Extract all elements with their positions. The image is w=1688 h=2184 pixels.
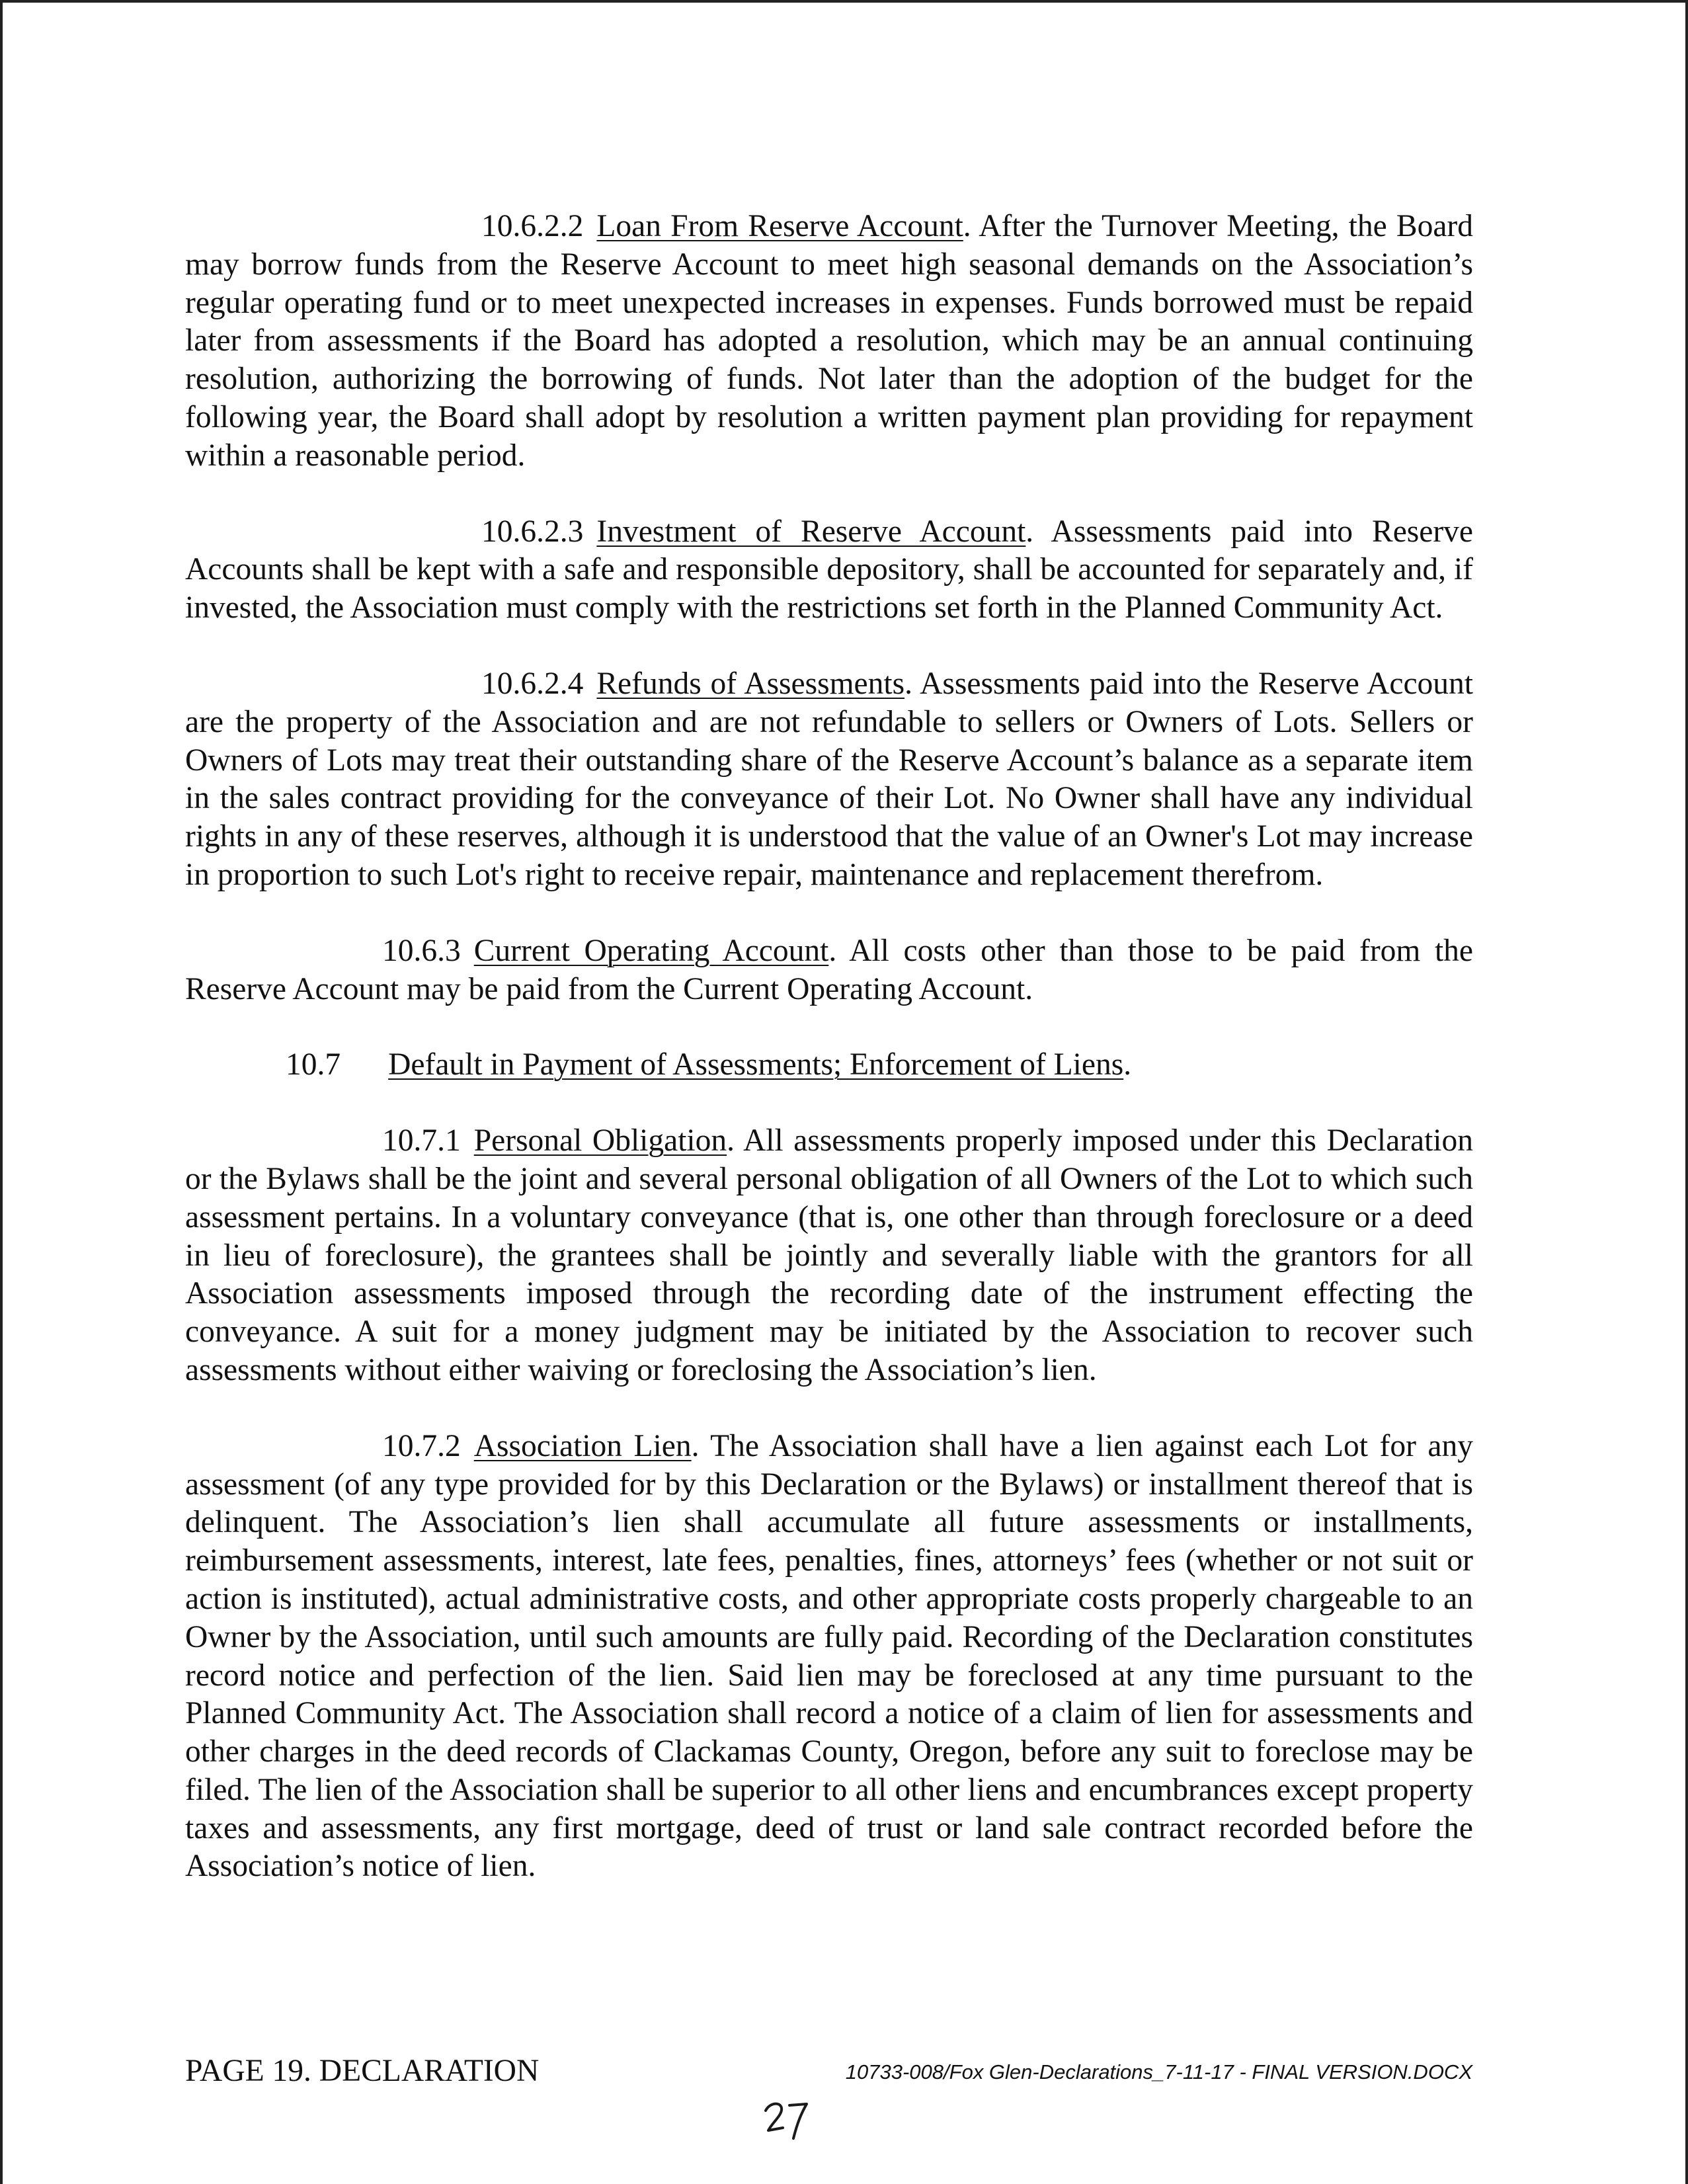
section-number: 10.7.2 (382, 1428, 461, 1463)
document-body (185, 208, 1473, 1923)
section-text: . Assessments paid into the Reserve Account are the property of the Association and are not refundable to sellers or Owners of Lots. Sellers or Owners of Lots may treat their outstanding share of the Reserve Account’s balance as a separate item in the sales contract providing for the conveyance of their Lot. No Owner shall have any individual rights in any of these reserves, although it is understood that the value of an Owner's Lot may increase in proportion to such Lot's right to receive repair, maintenance and replacement therefrom. (185, 666, 1473, 892)
section-10-7-2 (185, 1428, 1473, 1886)
section-number: 10.6.3 (382, 933, 461, 968)
section-number: 10.6.2.4 (481, 666, 584, 701)
page-border-top (0, 0, 1688, 3)
footer-file-reference: 10733-008/Fox Glen-Declarations_7-11-17 - FINAL VERSION.DOCX (845, 2060, 1472, 2083)
section-text: . After the Turnover Meeting, the Board may borrow funds from the Reserve Account to meet high seasonal demands on the Association’s regular operating fund or to meet unexpected increases in expenses. Funds borrowed must be repaid later from assessments if the Board has adopted a resolution, which may be an annual continuing resolution, authorizing the borrowing of funds. Not later than the adoption of the budget for the following year, the Board shall adopt by resolution a written payment plan providing for repayment within a reasonable period. (185, 209, 1473, 473)
section-title: Association Lien (473, 1428, 692, 1463)
section-text: . The Association shall have a lien against each Lot for any assessment (of any type provided for by this Declaration or the Bylaws) or installment thereof that is delinquent. The Association’s lien shall accumulate all future assessments or installments, reimbursement assessments, interest, late fees, penalties, fines, attorneys’ fees (whether or not suit or action is instituted), actual administrative costs, and other appropriate costs properly chargeable to an Owner by the Association, until such amounts are fully paid. Recording of the Declaration constitutes record notice and perfection of the lien. Said lien may be foreclosed at any time pursuant to the Planned Community Act. The Association shall record a notice of a claim of lien for assessments and other charges in the deed records of Clackamas County, Oregon, before any suit to foreclose may be filed. The lien of the Association shall be superior to all other liens and encumbrances except property taxes and assessments, any first mortgage, deed of trust or land sale contract recorded before the Association’s notice of lien. (185, 1428, 1474, 1884)
section-text: . All assessments properly imposed under this Declaration or the Bylaws shall be the joint and several personal obligation of all Owners of the Lot to which such assessment pertains. In a voluntary conveyance (that is, one other than through foreclosure or a deed in lieu of foreclosure), the grantees shall be jointly and severally liable with the grantors for all Association assessments imposed through the recording date of the instrument effecting the conveyance. A suit for a money judgment may be initiated by the Association to recover such assessments without either waiving or foreclosing the Association’s lien. (185, 1123, 1473, 1387)
page-border-left (0, 0, 3, 2184)
page-border-right (1685, 0, 1688, 2184)
section-number: 10.6.2.3 (481, 514, 584, 549)
section-10-6-2-4 (185, 665, 1473, 895)
section-10-6-2-2 (185, 208, 1473, 475)
section-title: Loan From Reserve Account (596, 209, 963, 243)
section-text: . All costs other than those to be paid from the Reserve Account may be paid from the Current Operating Account. (185, 933, 1473, 1006)
section-10-7 (286, 1046, 1473, 1084)
section-10-6-3 (185, 932, 1473, 1009)
section-title: Current Operating Account (473, 933, 829, 968)
section-title: Personal Obligation (473, 1123, 727, 1158)
section-10-6-2-3 (185, 513, 1473, 627)
section-title: Refunds of Assessments (596, 666, 905, 701)
section-text: . (1123, 1047, 1132, 1082)
section-text: . Assessments paid into Reserve Accounts shall be kept with a safe and responsible depository, shall be accounted for separately and, if invested, the Association must comply with the restrictions set forth in the Planned Community Act. (185, 514, 1474, 626)
section-number: 10.6.2.2 (481, 209, 584, 243)
section-title: Default in Payment of Assessments; Enforcement of Liens (388, 1047, 1124, 1082)
section-10-7-1 (185, 1122, 1473, 1390)
handwritten-page-mark (760, 2096, 820, 2142)
section-title: Investment of Reserve Account (596, 514, 1026, 549)
section-number: 10.7 (286, 1047, 341, 1082)
footer-page-label: PAGE 19. DECLARATION (185, 2054, 540, 2088)
section-number: 10.7.1 (382, 1123, 461, 1158)
